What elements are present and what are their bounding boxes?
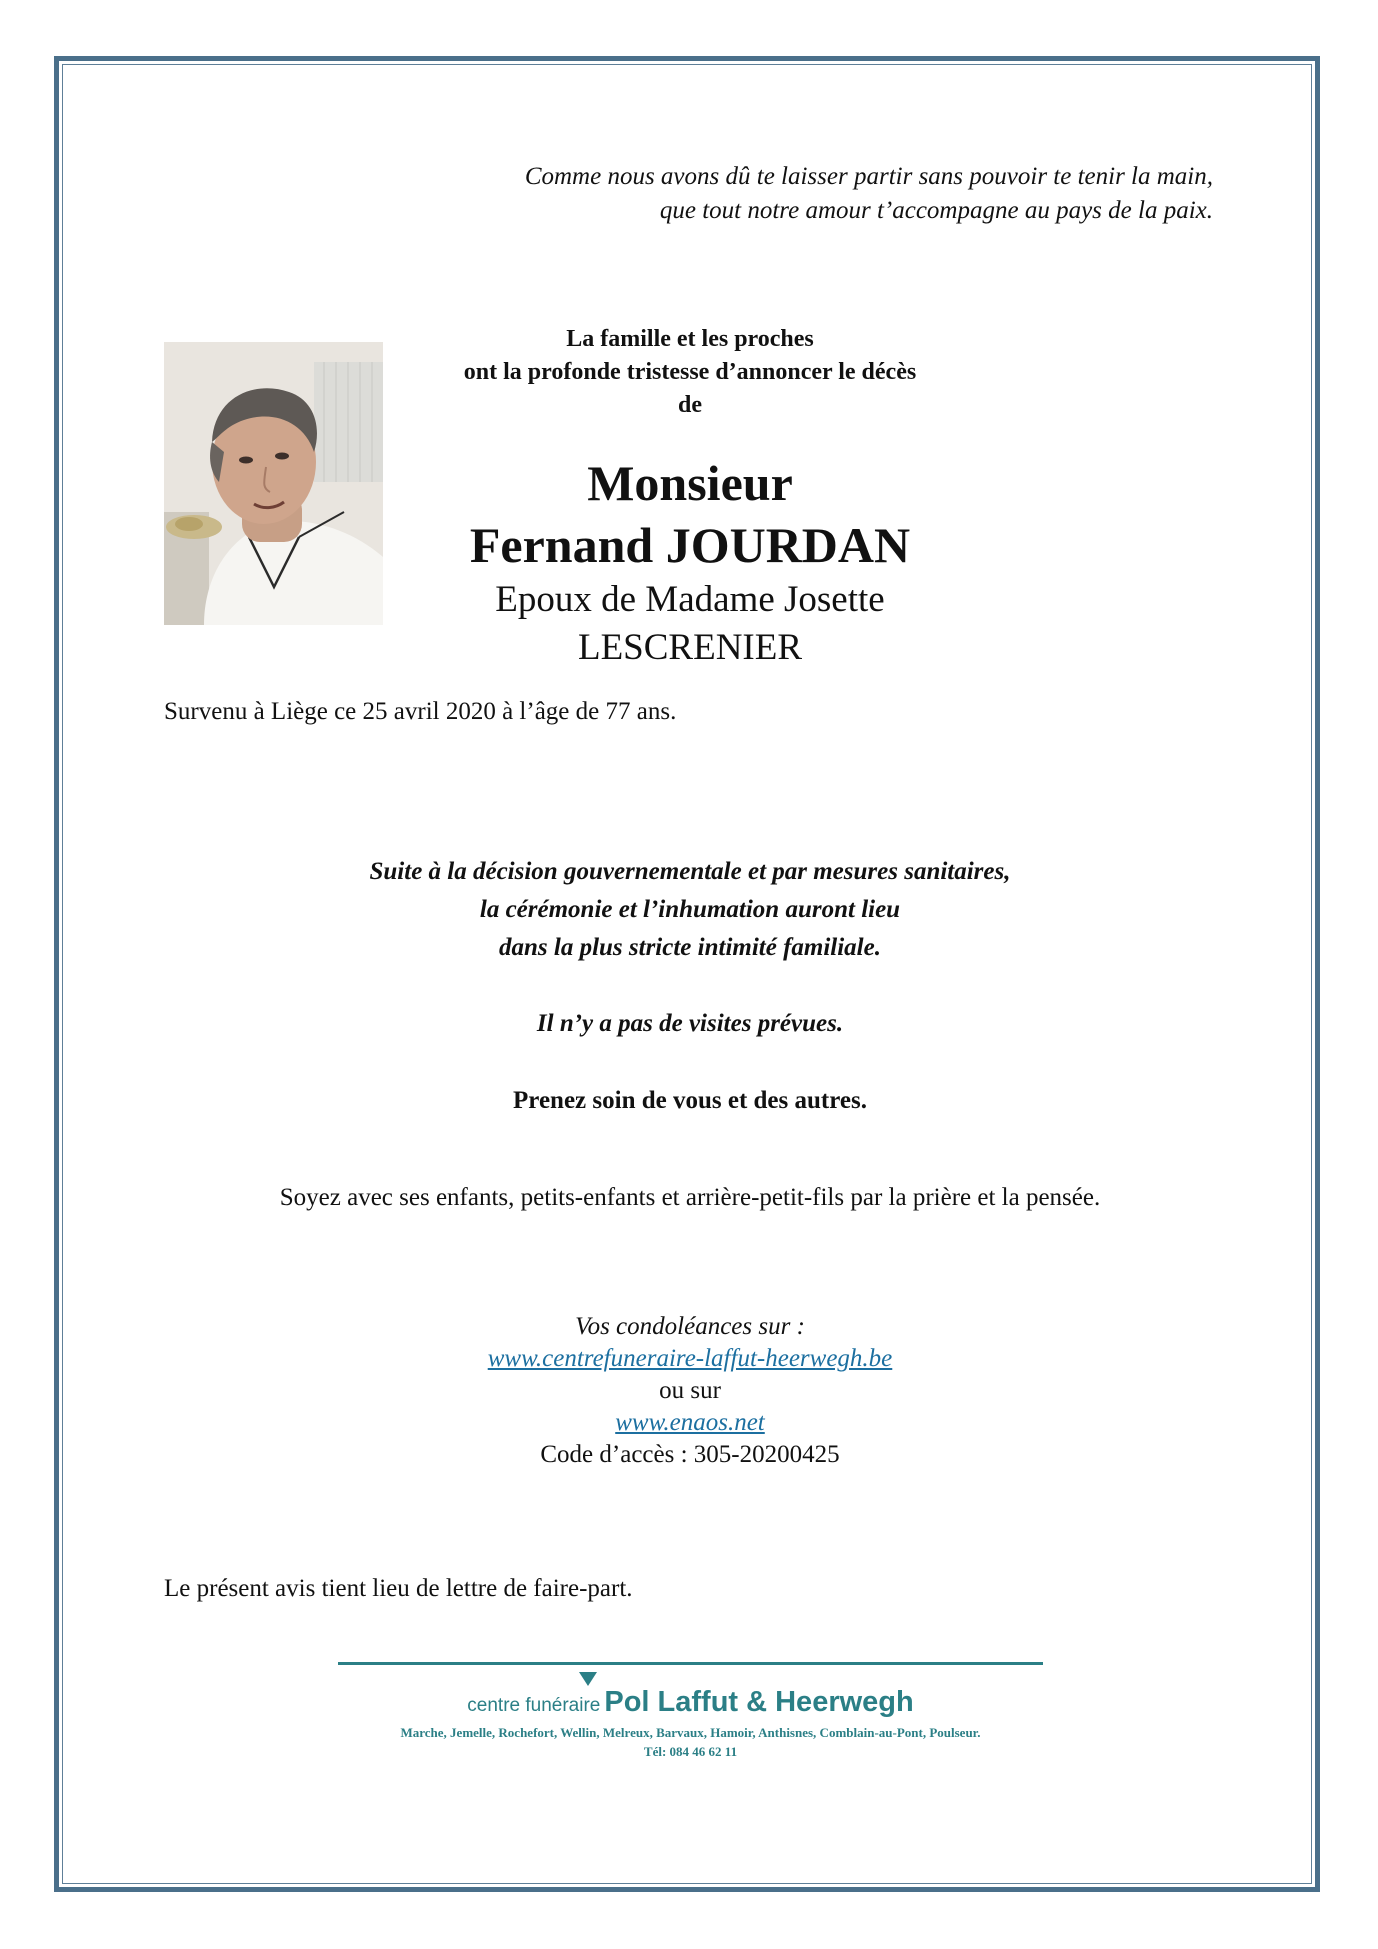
ceremony-notice xyxy=(240,853,1140,967)
condolences-link-enaos[interactable]: www.enaos.net xyxy=(615,1409,765,1436)
announcement-line-1: La famille et les proches xyxy=(566,326,814,352)
epigraph-line-1: Comme nous avons dû te laisser partir sans pouvoir te tenir la main, xyxy=(524,163,1213,190)
logo-prefix: centre funéraire xyxy=(467,1695,601,1716)
epigraph-line-2: que tout notre amour t’accompagne au pays de la paix. xyxy=(659,197,1213,224)
logo-brand: Pol Laffut & Heerwegh xyxy=(604,1686,914,1718)
take-care-notice: Prenez soin de vous et des autres. xyxy=(513,1087,867,1114)
prayer-line: Soyez avec ses enfants, petits-enfants et arrière-petit-fils par la prière et la pensée. xyxy=(279,1184,1101,1211)
deceased-spouse: Epoux de Madame Josette LESCRENIER xyxy=(495,579,885,668)
ceremony-notice-line-3: dans la plus stricte intimité familiale. xyxy=(499,934,881,961)
deceased-block xyxy=(420,452,960,672)
deceased-title: Monsieur xyxy=(587,455,793,511)
logo-rule xyxy=(338,1662,1043,1665)
condolences-or: ou sur xyxy=(659,1377,721,1404)
faire-part-note: Le présent avis tient lieu de lettre de faire-part. xyxy=(164,1575,633,1602)
deceased-name: Fernand JOURDAN xyxy=(469,517,911,573)
logo-towns: Marche, Jemelle, Rochefort, Wellin, Melreux, Barvaux, Hamoir, Anthisnes, Comblain-au-Pont, Poulseur. xyxy=(400,1725,981,1740)
ceremony-notice-line-2: la cérémonie et l’inhumation auront lieu xyxy=(479,896,901,923)
logo-phone: Tél: 084 46 62 11 xyxy=(643,1744,738,1759)
epigraph xyxy=(525,160,1213,228)
condolences-label: Vos condoléances sur : xyxy=(575,1313,805,1340)
logo-title xyxy=(338,1686,1043,1719)
announcement-line-2: ont la profonde tristesse d’annoncer le décès de xyxy=(463,359,917,418)
portrait-photo xyxy=(164,342,383,625)
funeral-home-logo xyxy=(338,1662,1043,1770)
no-visits-notice: Il n’y a pas de visites prévues. xyxy=(536,1010,844,1037)
condolences-block xyxy=(390,1311,990,1471)
ceremony-notice-line-1: Suite à la décision gouvernementale et par mesures sanitaires, xyxy=(369,858,1011,885)
announcement xyxy=(460,323,920,422)
logo-triangle-icon xyxy=(579,1672,597,1686)
condolences-link-funeral-home[interactable]: www.centrefuneraire-laffut-heerwegh.be xyxy=(487,1345,893,1372)
death-details: Survenu à Liège ce 25 avril 2020 à l’âge de 77 ans. xyxy=(164,698,677,725)
access-code: Code d’accès : 305-20200425 xyxy=(540,1441,840,1468)
